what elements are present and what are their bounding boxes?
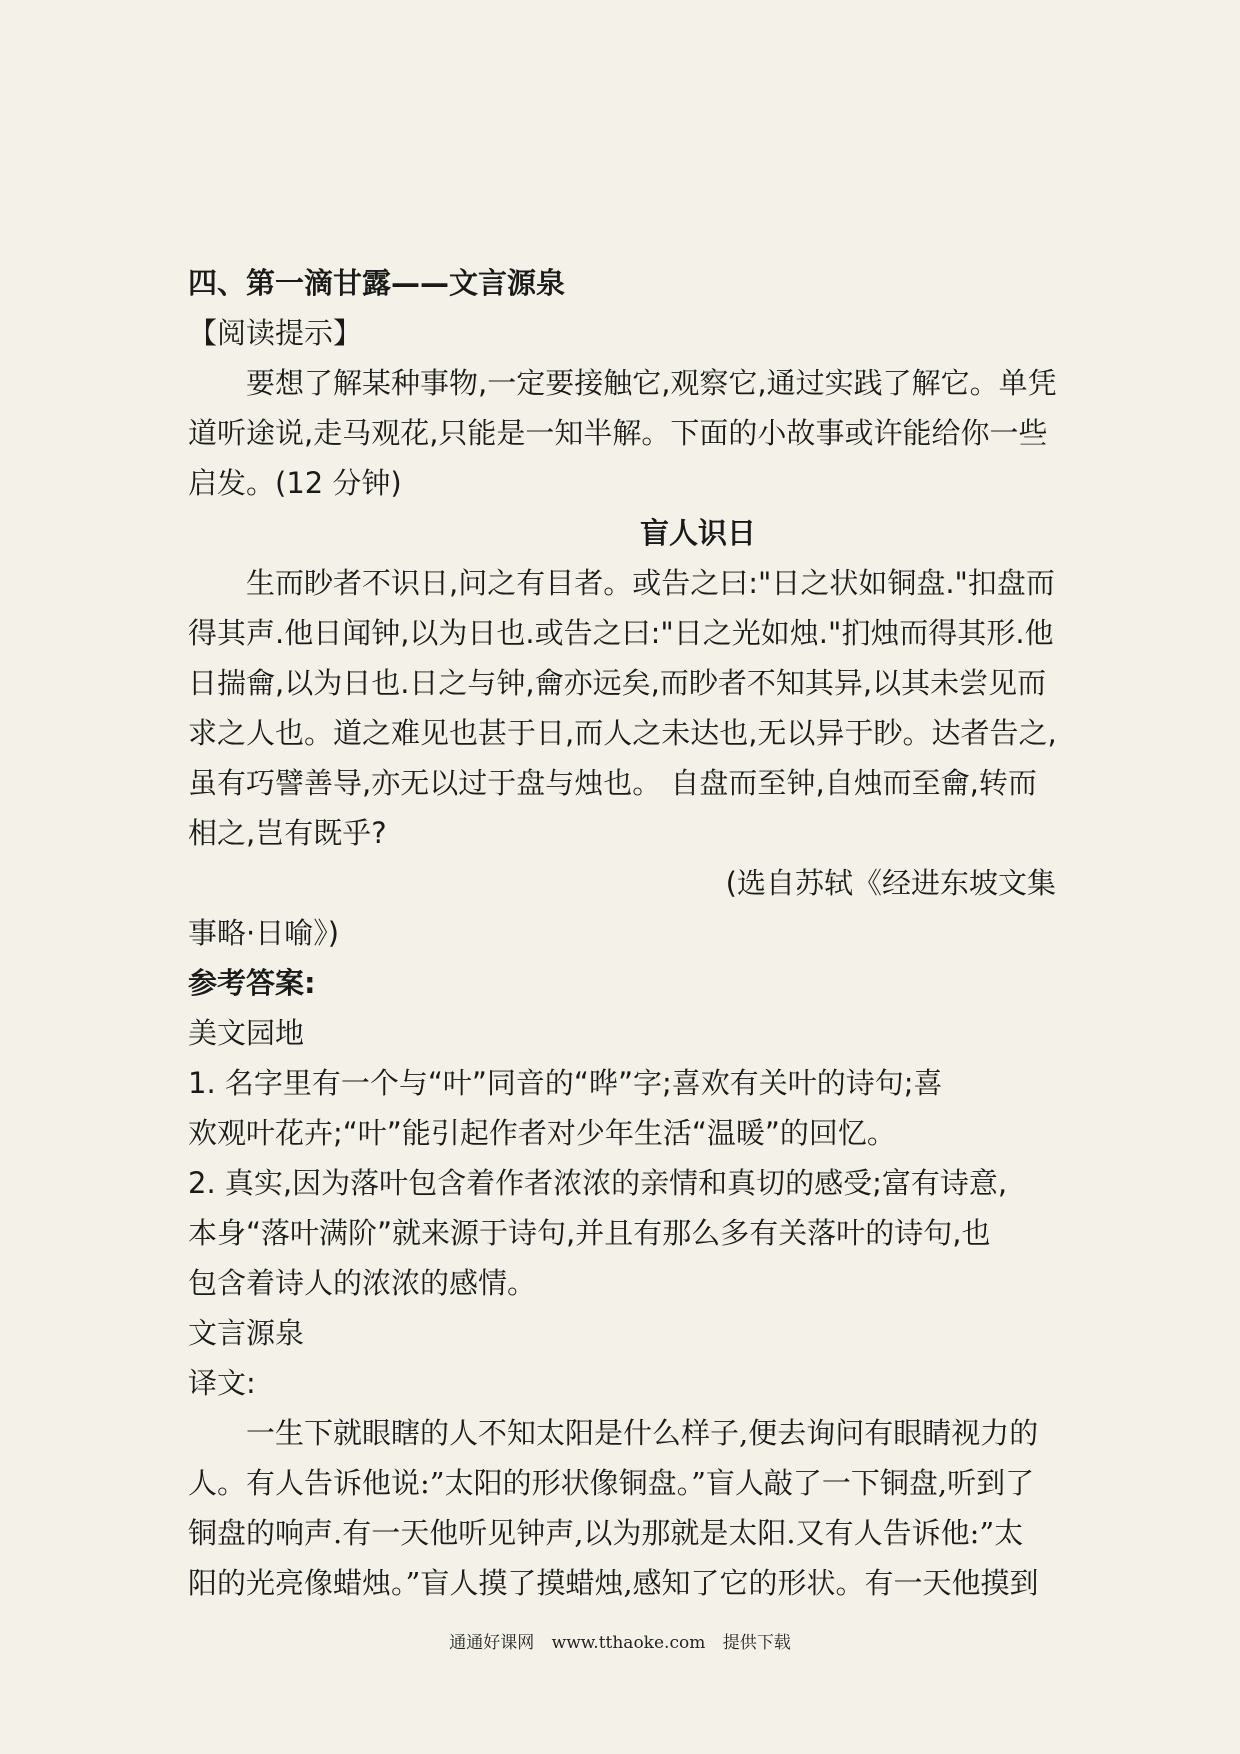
story-line: 求之人也。道之难见也甚于日,而人之未达也,无以异于眇。达者告之, [188,716,1057,750]
section-heading: 四、第一滴甘露——文言源泉 [188,266,566,300]
answer-line: 包含着诗人的浓浓的感情。 [188,1266,537,1300]
story-line: 得其声.他日闻钟,以为日也.或告之曰:"日之光如烛."扪烛而得其形.他 [188,616,1054,650]
answer-line: 2. 真实,因为落叶包含着作者浓浓的亲情和真切的感受;富有诗意, [188,1166,1008,1200]
story-title: 盲人识日 [640,516,757,550]
answer-line: 1. 名字里有一个与“叶”同音的“晔”字;喜欢有关叶的诗句;喜 [188,1066,943,1100]
translation-line: 铜盘的响声.有一天他听见钟声,以为那就是太阳.又有人告诉他:”太 [188,1516,1024,1550]
story-source: (选自苏轼《经进东坡文集 [725,866,1056,900]
reading-hint-label: 【阅读提示】 [188,316,363,350]
translation-line: 人。有人告诉他说:”太阳的形状像铜盘。”盲人敲了一下铜盘,听到了 [188,1466,1035,1500]
story-line: 虽有巧譬善导,亦无以过于盘与烛也。 自盘而至钟,自烛而至龠,转而 [188,766,1037,800]
answer-line: 欢观叶花卉;“叶”能引起作者对少年生活“温暖”的回忆。 [188,1116,896,1150]
hint-line: 启发。(12 分钟) [188,466,402,500]
story-line: 生而眇者不识日,问之有目者。或告之曰:"日之状如铜盘."扣盘而 [246,566,1055,600]
footer-url[interactable]: www.tthaoke.com [551,1633,706,1653]
page-footer [0,1628,1240,1653]
footer-suffix: 提供下载 [722,1633,791,1653]
translation-label: 译文: [188,1366,256,1400]
translation-line: 一生下就眼瞎的人不知太阳是什么样子,便去询问有眼睛视力的 [246,1416,1039,1450]
story-line: 日揣龠,以为日也.日之与钟,龠亦远矣,而眇者不知其异,以其未尝见而 [188,666,1047,700]
answers-subheading: 文言源泉 [188,1316,305,1350]
answers-heading: 参考答案: [188,966,316,1000]
translation-line: 阳的光亮像蜡烛。”盲人摸了摸蜡烛,感知了它的形状。有一天他摸到 [188,1566,1039,1600]
footer-site-name: 通通好课网 [449,1633,535,1653]
answer-line: 本身“落叶满阶”就来源于诗句,并且有那么多有关落叶的诗句,也 [188,1216,991,1250]
story-source: 事略·日喻》) [188,916,340,950]
document-page [188,258,1056,1608]
story-line: 相之,岂有既乎? [188,816,387,850]
hint-line: 道听途说,走马观花,只能是一知半解。下面的小故事或许能给你一些 [188,416,1048,450]
answers-subheading: 美文园地 [188,1016,305,1050]
hint-line: 要想了解某种事物,一定要接触它,观察它,通过实践了解它。单凭 [246,366,1057,400]
